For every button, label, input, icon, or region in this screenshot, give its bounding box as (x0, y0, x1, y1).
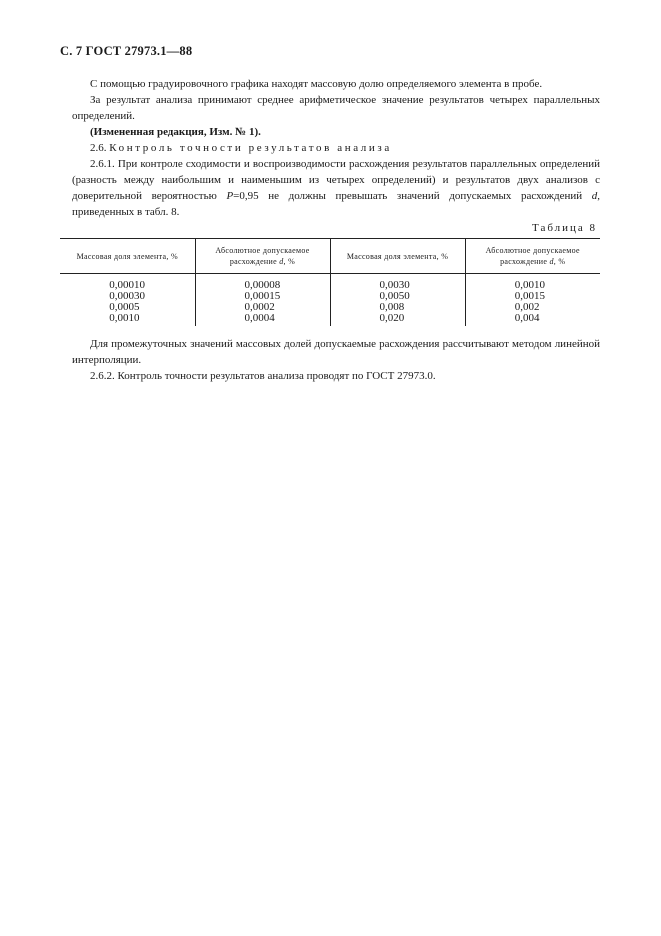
cell-value: 0,00010 (109, 279, 145, 291)
cell-value: 0,0002 (244, 301, 275, 313)
table-cell (465, 274, 600, 292)
cell-value: 0,00030 (109, 290, 145, 302)
header-mass-fraction-1: Массовая доля элемента, % (60, 239, 195, 274)
page-header: С. 7 ГОСТ 27973.1—88 (60, 44, 193, 58)
symbol-d: d (591, 190, 598, 202)
table-row (60, 274, 600, 292)
cell-value: 0,0005 (109, 301, 140, 313)
symbol-P: P (226, 190, 234, 202)
header-tolerance-text: Абсолютное допускаемое расхождение (215, 246, 310, 266)
table-cell (195, 274, 330, 292)
cell-value: 0,0010 (109, 312, 140, 324)
text-block-top (72, 76, 600, 220)
section-title: Контроль точности результатов анализа (109, 142, 392, 154)
table-cell (330, 274, 465, 292)
table-cell (195, 313, 330, 326)
paragraph-result-definition: За результат анализа принимают среднее арифметическое значение результатов четырех параллельных определений. (72, 94, 600, 122)
paragraph-2-6-2: 2.6.2. Контроль точности результатов анализа проводят по ГОСТ 27973.0. (90, 370, 436, 382)
tolerance-table (60, 238, 600, 326)
cell-value: 0,004 (514, 312, 540, 324)
header-tolerance-2 (465, 239, 600, 274)
cell-value: 0,008 (379, 301, 405, 313)
cell-value: 0,020 (379, 312, 405, 324)
paragraph-2-6-1-part-a: 2.6.1. При контроле сходимости и воспроизводимости расхождения результатов параллельных определений (разность между наибольшим и наименьшим из четырех определений) и результатов двух анализов с доверительной вероятностью (72, 158, 600, 202)
table-cell (330, 313, 465, 326)
table-cell (60, 313, 195, 326)
header-tolerance-symbol: d (279, 257, 284, 266)
header-tolerance-unit: , % (283, 257, 296, 266)
paragraph-2-6-1 (72, 156, 600, 220)
cell-value: 0,0050 (379, 290, 410, 302)
table-caption: Таблица 8 (532, 222, 598, 234)
header-mass-fraction-2: Массовая доля элемента, % (330, 239, 465, 274)
header-tolerance-1 (195, 239, 330, 274)
paragraph-interpolation: Для промежуточных значений массовых долей допускаемые расхождения рассчитывают методом линейной интерполяции. (72, 338, 600, 366)
cell-value: 0,0015 (514, 290, 545, 302)
cell-value: 0,0010 (514, 279, 545, 291)
paragraph-calibration: С помощью градуировочного графика находят массовую долю определяемого элемента в пробе. (90, 78, 543, 90)
cell-value: 0,0030 (379, 279, 410, 291)
header-tolerance-symbol: d (549, 257, 554, 266)
paragraph-2-6-1-part-b: =0,95 не должны превышать значений допускаемых расхождений (233, 190, 592, 202)
table-header-row (60, 239, 600, 274)
header-tolerance-text: Абсолютное допускаемое расхождение (485, 246, 580, 266)
cell-value: 0,00008 (244, 279, 281, 291)
header-tolerance-unit: , % (553, 257, 566, 266)
paragraph-2-6-1-part-c: , приведенных в табл. 8. (72, 190, 600, 218)
cell-value: 0,0004 (244, 312, 275, 324)
table-cell (465, 313, 600, 326)
cell-value: 0,00015 (244, 290, 281, 302)
text-block-bottom (72, 336, 600, 384)
section-heading-2-6 (72, 140, 600, 156)
section-number: 2.6. (90, 142, 107, 154)
table-row (60, 313, 600, 326)
cell-value: 0,002 (514, 301, 540, 313)
table-cell (60, 274, 195, 292)
paragraph-amendment-note: (Измененная редакция, Изм. № 1). (90, 126, 261, 138)
